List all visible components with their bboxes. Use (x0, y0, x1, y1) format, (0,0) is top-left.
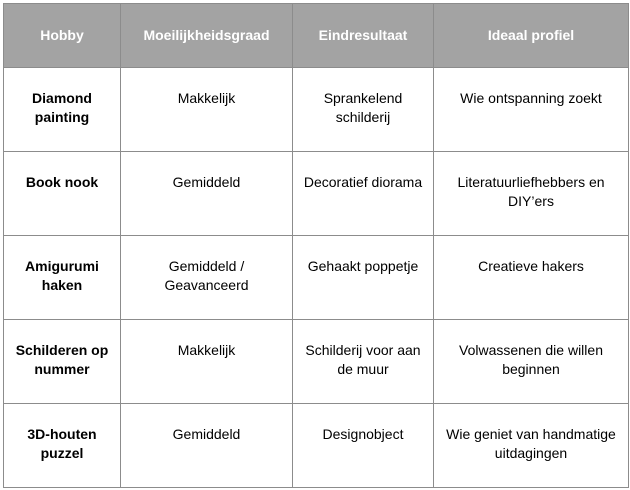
cell-hobby: Schilderen op nummer (4, 320, 121, 404)
table-row (4, 152, 629, 236)
cell-end-result: Designobject (293, 404, 434, 488)
cell-ideal-profile: Wie ontspanning zoekt (434, 68, 629, 152)
cell-difficulty: Gemiddeld / Geavanceerd (121, 236, 293, 320)
cell-end-result: Decoratief diorama (293, 152, 434, 236)
cell-difficulty: Gemiddeld (121, 152, 293, 236)
cell-difficulty: Makkelijk (121, 68, 293, 152)
cell-ideal-profile: Volwassenen die willen beginnen (434, 320, 629, 404)
cell-end-result: Schilderij voor aan de muur (293, 320, 434, 404)
cell-difficulty: Makkelijk (121, 320, 293, 404)
header-difficulty: Moeilijkheidsgraad (121, 4, 293, 68)
cell-end-result: Sprankelend schilderij (293, 68, 434, 152)
table-row (4, 236, 629, 320)
header-hobby: Hobby (4, 4, 121, 68)
hobby-comparison-table (3, 3, 629, 488)
cell-hobby: Amigurumi haken (4, 236, 121, 320)
cell-ideal-profile: Literatuurliefhebbers en DIY’ers (434, 152, 629, 236)
cell-hobby: Book nook (4, 152, 121, 236)
cell-ideal-profile: Wie geniet van handmatige uitdagingen (434, 404, 629, 488)
table-header-row (4, 4, 629, 68)
table-row (4, 68, 629, 152)
hobby-comparison-table-wrapper (3, 3, 629, 488)
table-row (4, 404, 629, 488)
cell-end-result: Gehaakt poppetje (293, 236, 434, 320)
header-end-result: Eindresultaat (293, 4, 434, 68)
cell-hobby: Diamond painting (4, 68, 121, 152)
cell-difficulty: Gemiddeld (121, 404, 293, 488)
cell-hobby: 3D-houten puzzel (4, 404, 121, 488)
table-row (4, 320, 629, 404)
cell-ideal-profile: Creatieve hakers (434, 236, 629, 320)
header-ideal-profile: Ideaal profiel (434, 4, 629, 68)
